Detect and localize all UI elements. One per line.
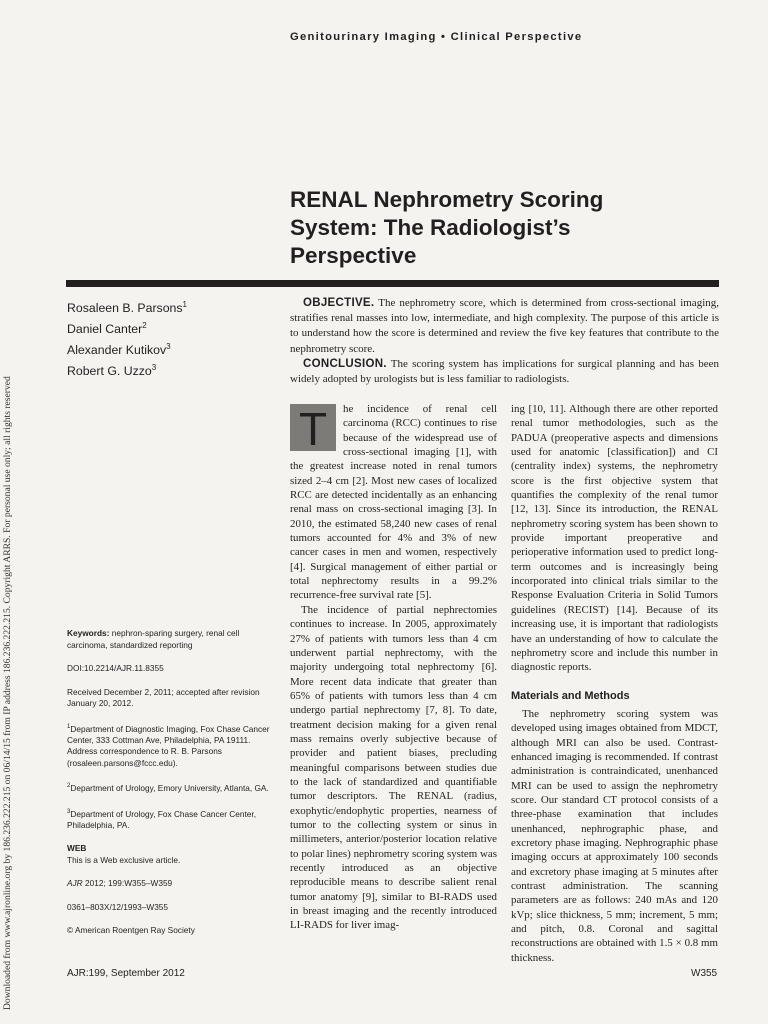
author: Robert G. Uzzo$^3$ [67,363,157,379]
citation: AJR 2012; 199:W355–W359 [67,878,173,889]
body-paragraph: ing [10, 11]. Although there are other reported renal tumor methodologies, such as the PADUA (preoperative aspects and dimensions used for anatomic [classification]) and CI (centrality index) systems, the nephrometry score is the first objective system that quantifies the complexity of the renal tumor [12, 13]. Since its introduction, the RENAL nephrometry scoring system has been shown to provide important preoperative and perioperative information used to predict long-term outcomes and is increasingly being incorporated into clinical trials similar to the Response Evaluation Criteria in Solid Tumors guidelines (RECIST) [14]. Because of its increasing use, it is important that radiologists have an understanding of how to calculate the nephrometry score and include this number in diagnostic reports. [511,403,718,674]
affiliation-3: $^3$Department of Urology, Fox Chase Cancer Center, Philadelphia, PA. [67,808,257,830]
title-line-3: Perspective [290,243,417,268]
section-header: Genitourinary Imaging • Clinical Perspective [290,31,583,43]
footer-journal: AJR:199, September 2012 [67,968,185,979]
abstract-objective: OBJECTIVE. The nephrometry score, which is determined from cross-sectional imaging, stratifies renal masses into low, intermediate, and high complexity. The purpose of this article is to understand how the score is determined and review the five key features that contribute to the nephrometry score. [290,297,719,355]
conclusion-label: CONCLUSION. [303,357,387,370]
title-line-2: System: The Radiologist’s [290,215,571,240]
affiliation-1: $^1$Department of Diagnostic Imaging, Fox Chase Cancer Center, 333 Cottman Ave, Philadelphia, PA 19111. Address correspondence to R. B. Parsons (rosaleen.parsons@fccc.edu). [67,723,270,768]
body-paragraph: The incidence of partial nephrectomies continues to increase. In 2005, approximately 27% of patients with tumors less than 4 cm underwent partial nephrectomy, with the majority undergoing total nephrectomy [6]. More recent data indicate that greater than 65% of patients with tumors less than 4 cm undergo partial nephrectomy [7, 8]. To date, treatment decision making for a given renal mass remains overly subjective because of provider and patient biases, precluding meaningful comparisons between studies due to the lack of standardized and quantifiable tumor descriptors. The RENAL (radius, exophytic/endophytic properties, nearness of tumor to the collecting system or sinus in millimeters, anterior/posterior location relative to polar lines) nephrometry scoring system was recently introduced as an objective reproducible means to describe salient renal tumor anatomy [9], similar to BI-RADS used in breast imaging and the recently introduced LI-RADS for liver imag- [290,603,497,932]
download-notice: Downloaded from www.ajronline.org by 186.236.222.215 on 06/14/15 from IP address 186.236.222.215. Copyright ARRS. For personal use only; all rights reserved [2,376,13,1010]
article-title [290,186,710,270]
body-paragraph: The nephrometry scoring system was developed using images obtained from MDCT, although MRI can also be used. Contrast-enhanced imaging is recommended. If contrast administration is contraindicated, unenhanced MRI can be used to assign the nephrometry score. Our standard CT protocol consists of a three-phase examination that includes unenhanced, nephrographic phase, and excretory phase imaging. Nephrographic phase imaging occurs at approximately 100 seconds and excretory phase imaging at 5 minutes after contrast administration. The scanning parameters are as follows: 240 mAs and 120 kVp; slice thickness, 5 mm; increment, 5 mm; and pitch, 0.8. Coronal and sagittal reconstructions are obtained with 1.5 × 0.8 mm thickness. [511,707,718,964]
author: Rosaleen B. Parsons$^1$ [67,300,187,316]
keywords: Keywords: nephron-sparing surgery, renal cell carcinoma, standardized reporting [67,628,240,650]
affiliation-2: $^2$Department of Urology, Emory University, Atlanta, GA. [67,783,269,794]
author: Daniel Canter$^2$ [67,321,147,337]
author-list [67,296,187,380]
web-note: WEB This is a Web exclusive article. [67,843,181,865]
abstract [290,296,719,387]
title-rule [66,280,719,287]
issn: 0361–803X/12/1993–W355 [67,901,169,912]
article-metadata [67,628,272,949]
abstract-conclusion: CONCLUSION. The scoring system has implications for surgical planning and has been widely adopted by urologists but is less familiar to radiologists. [290,357,719,386]
methods-heading: Materials and Methods [511,689,630,702]
page-number: W355 [691,968,718,979]
intro-paragraph: T he incidence of renal cell carcinoma (RCC) continues to rise because of the widespread use of cross-sectional imaging [1], with the greatest increase noted in renal tumors sized 2–4 cm [2]. Most new cases of localized RCC are detected incidentally as an enhancing renal mass on cross-sectional imaging [3]. In 2010, the estimated 58,240 new cases of renal tumors accounted for 4% and 3% of new cancer cases in men and women, respectively [4]. Surgical management of either partial or total nephrectomy results in a 99.2% recurrence-free survival rate [5]. [290,403,497,602]
received-dates: Received December 2, 2011; accepted after revision January 20, 2012. [67,686,260,708]
title-line-1: RENAL Nephrometry Scoring [290,187,604,212]
body-column-1 [290,402,497,933]
doi: DOI:10.2214/AJR.11.8355 [67,663,164,673]
author: Alexander Kutikov$^3$ [67,342,171,358]
copyright: © American Roentgen Ray Society [67,925,195,936]
objective-label: OBJECTIVE. [303,297,375,309]
drop-cap: T [290,404,336,451]
body-column-2 [511,402,718,965]
